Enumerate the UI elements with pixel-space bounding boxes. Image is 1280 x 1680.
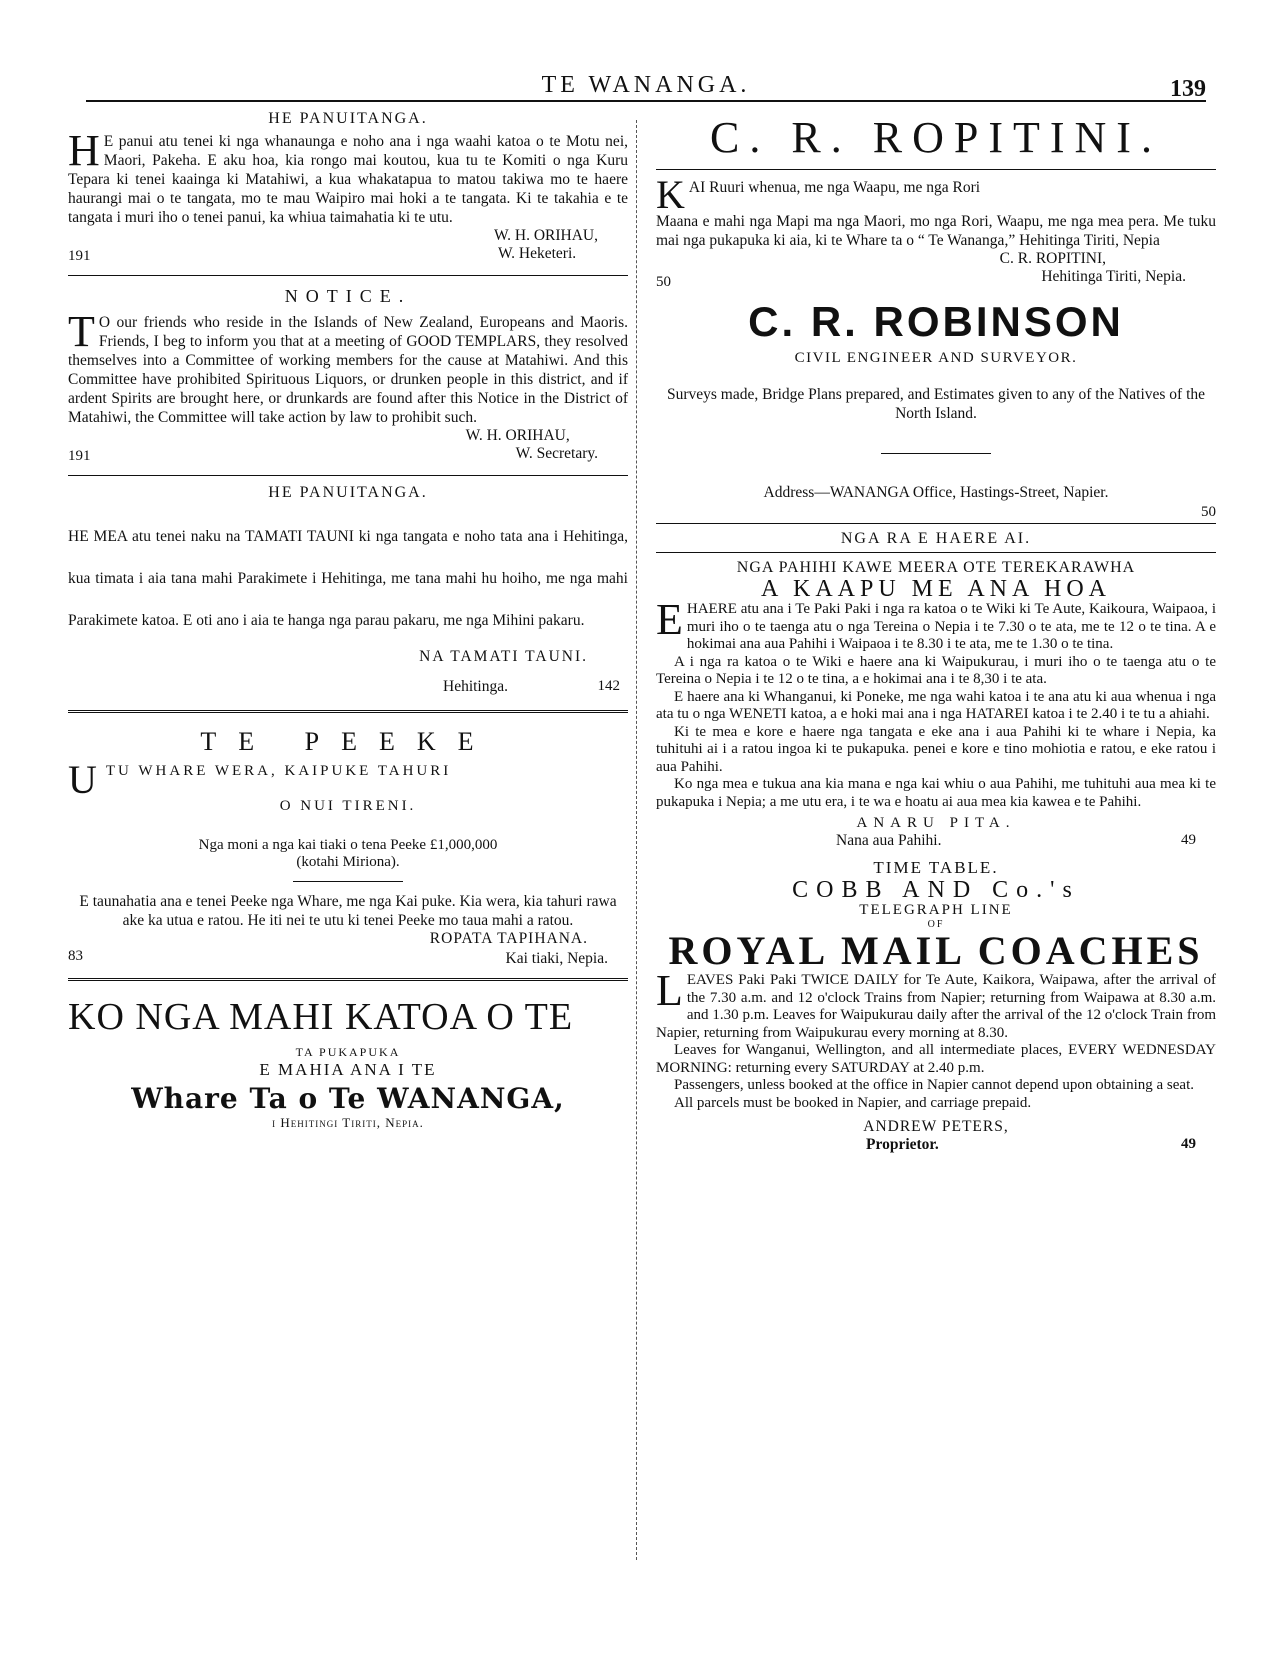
section-rule: [68, 710, 628, 713]
drop-cap: L: [656, 966, 683, 1015]
short-rule: [881, 453, 991, 454]
section-heading: HE PANUITANGA.: [268, 110, 428, 127]
signer-name: ROPATA TAPIHANA.: [429, 930, 588, 947]
header-rule: [86, 100, 1206, 102]
of-label: OF: [927, 919, 945, 930]
drop-cap: H: [68, 528, 80, 545]
ad-number: 191: [68, 448, 91, 464]
printing-address: i Hehitingi Tiriti, Nepia.: [272, 1115, 424, 1130]
cobb-para-3: Passengers, unless booked at the office in Napier cannot depend upon obtaining a seat.: [674, 1077, 1194, 1093]
signer-name: ANARU PITA.: [856, 815, 1016, 831]
signer-name: C. R. ROPITINI,: [999, 250, 1106, 267]
place-name: Hehitinga.: [443, 678, 508, 695]
section-rule: [656, 552, 1216, 553]
signer-name: NA TAMATI TAUNI.: [419, 648, 588, 665]
notice-body: T O our friends who reside in the Islands of New Zealand, Europeans and Maoris. Friends, I beg to inform you that at a meeting of GOOD TEMPLARS, they resolved themselves into a Committee of working members for the cause at Matahiwi. And this Committee have prohibited Spirituous Liquors, or drunken people in this district, and if ardent Spirits are brought here, or drunkards are found after this Notice in the District of Matahiwi, the Committee will take action by law to prohibit such.: [68, 307, 628, 426]
left-column: [68, 104, 628, 1131]
section-rule: [656, 169, 1216, 170]
ad-number: 49: [1181, 1136, 1196, 1152]
te-peeke-ad: [68, 727, 628, 970]
section-rule: [656, 523, 1216, 524]
peeke-capital: Nga moni a nga kai tiaki o tena Peeke £1,000,000: [198, 837, 498, 853]
peeke-line-1: UTU WHARE WERA, KAIPUKE TAHURI: [68, 757, 452, 802]
section-heading: NOTICE.: [284, 286, 412, 306]
section-heading: HE PANUITANGA.: [268, 484, 428, 501]
panuitanga-notice-2: [68, 484, 628, 702]
ad-number: 191: [68, 248, 91, 264]
robinson-address: Address—WANANGA Office, Hastings-Street, Napier.: [763, 484, 1109, 501]
ropitini-line: KAI Ruuri whenua, me nga Waapu, me nga Rori: [656, 172, 981, 217]
nga-ra-sub-2: A KAAPU ME ANA HOA: [760, 576, 1112, 602]
section-heading: C. R. ROPITINI.: [710, 113, 1162, 162]
nga-ra-para-4: Ki te mea e kore e haere nga tangata e eke ana i aua Pahihi ki te whare i Nepia, ka tuhituhi ai i a ratou ingoa ki te pukapuka. penei e kore e tino mohiotia e ratou, e eke ratou i aua Pahihi.: [656, 723, 1216, 775]
notice-body: HE MEA atu tenei naku na TAMATI TAUNI ki nga tangata e noho tata ana i Hehitinga, kua timata i aia tana mahi Parakimete i Hehitinga, me tana mahi hu hoiho, me nga mahi Parakimete katoa. E oti ano i aia te hanga nga parau pakaru, me nga Mihini pakaru.: [68, 528, 628, 629]
signature-block: [68, 227, 628, 267]
time-table-heading: TIME TABLE.: [873, 858, 999, 877]
cobb-heading: COBB AND Co.'s: [792, 877, 1080, 903]
ad-number: 50: [656, 274, 671, 290]
ad-number: 83: [68, 948, 83, 964]
peeke-capital-words: (kotahi Miriona).: [296, 854, 400, 870]
ad-number: 142: [597, 678, 620, 694]
peeke-body: E taunahatia ana e tenei Peeke nga Whare, me nga Kai puke. Kia wera, kia tahuri rawa ake ka utua e ratou. He iti nei te utu ki tenei Peeke mo taua mahi a ratou.: [79, 893, 617, 929]
robinson-profession: CIVIL ENGINEER AND SURVEYOR.: [794, 350, 1078, 366]
page-title: TE WANANGA.: [541, 72, 751, 98]
telegraph-line: TELEGRAPH LINE: [859, 902, 1013, 918]
signer-role: Proprietor.: [866, 1136, 939, 1153]
section-rule: [68, 275, 628, 276]
notice-body: H E panui atu tenei ki nga whanaunga e noho ana i nga waahi katoa o te Motu nei, Maori, Pakeha. E aku hoa, kia rongo mai koutou, kua tu te Komiti o nga Kuru Tepara ki tenei kaainga ki Matahiwi, a kua whakatapua to matou takiwa mo te haere haurangi mai o te tangata, mo te mau Waipiro mai hoki a te tangata. Ki te takahia e te tangata i muri iho o tenei panui, ka whiua taimahatia ki te utu.: [68, 126, 628, 226]
nga-ra-para-2: A i nga ra katoa o te Wiki e haere ana ki Waipukurau, i muri iho o te taenga atu o te Tereina o Nepia i te 12 o te tina, a e hokimai ana i te 8,30 i te ata.: [656, 653, 1216, 687]
printing-sub-1: TA PUKAPUKA: [295, 1045, 401, 1059]
nga-ra-para-1: EHAERE atu ana i Te Paki Paki i nga ra katoa o te Wiki ki Te Aute, Kaikoura, Waipaoa, i muri iho o te taenga atu o nga Tereina o Nepia i te 7.30 o te ata, me te 12 o te tina. A e hokimai ana aua Pahihi i Waipaoa i te 8.30 i te ata, me te 1.30 o te tina.: [656, 595, 1216, 652]
signer-name: ANDREW PETERS,: [863, 1118, 1009, 1135]
section-rule: [68, 475, 628, 476]
ropitini-ad: [656, 112, 1216, 292]
cobb-para-4: All parcels must be booked in Napier, and carriage prepaid.: [674, 1094, 1032, 1111]
section-heading: TE PEEKE: [200, 727, 496, 756]
signer-name: W. H. ORIHAU,: [465, 427, 570, 444]
ropitini-body: Maana e mahi nga Mapi ma nga Maori, mo nga Rori, Waapu, me nga mea pera. Me tuku mai nga pukapuka ki aia, ki te Whare ta o “ Te Wananga,” Hehitinga Tiriti, Nepia: [656, 213, 1216, 249]
drop-cap: K: [656, 172, 685, 217]
signer-role: Nana aua Pahihi.: [836, 832, 942, 849]
column-divider: [636, 120, 637, 1560]
page-number: 139: [1170, 76, 1206, 102]
signer-title: W. Secretary.: [515, 445, 598, 462]
printing-office-name: Whare Ta o Te WANANGA,: [131, 1082, 565, 1115]
panuitanga-notice-1: [68, 110, 628, 267]
signer-name: W. H. ORIHAU,: [493, 227, 598, 244]
right-column: [656, 104, 1216, 1156]
robinson-ad: [656, 298, 1216, 521]
robinson-body: Surveys made, Bridge Plans prepared, and Estimates given to any of the Natives of the North Island.: [666, 386, 1206, 422]
royal-mail-heading: ROYAL MAIL COACHES: [668, 928, 1204, 973]
nga-ra-para-5: Ko nga mea e tukua ana kia mana e nga kai whiu o aua Pahihi, me tuhituhi aua mea ki te pukapuka i Nepia; a me utu era, i te wa e hoatu ai aua mea kia kawea e te Pahihi.: [656, 776, 1216, 810]
drop-cap: H: [68, 126, 100, 175]
section-heading: NGA RA E HAERE AI.: [840, 530, 1032, 547]
printing-office-ad: [68, 995, 628, 1131]
cobb-and-co-ad: [656, 858, 1216, 1156]
signer-title: W. Heketeri.: [497, 245, 577, 262]
peeke-line-2: O NUI TIRENI.: [279, 798, 417, 814]
printing-sub-2: E MAHIA ANA I TE: [259, 1060, 437, 1079]
short-rule: [293, 881, 403, 882]
signature-block: [68, 427, 628, 467]
nga-ra-para-3: E haere ana ki Whanganui, ki Poneke, me nga wahi katoa i te ana atu ki aua whenua i nga ata tu o nga WENETI katoa, a e hoki mai ana i nga HATAREI katoa i te 2.40 i te tu a ahiahi.: [656, 688, 1216, 722]
nga-ra-sub-1: NGA PAHIHI KAWE MEERA OTE TEREKARAWHA: [736, 559, 1136, 576]
ad-number: 49: [1181, 832, 1196, 848]
cobb-para-2: Leaves for Wanganui, Wellington, and all intermediate places, EVERY WEDNESDAY MORNING: returning every SATURDAY at 2.40 p.m.: [656, 1042, 1216, 1076]
section-rule: [68, 978, 628, 981]
drop-cap: U: [68, 757, 100, 802]
signer-address: Hehitinga Tiriti, Nepia.: [1041, 268, 1186, 285]
notice-english: [68, 286, 628, 467]
masthead: [86, 72, 1206, 102]
ad-number: 50: [1201, 504, 1216, 520]
section-heading: C. R. ROBINSON: [748, 298, 1124, 345]
nga-ra-ad: [656, 530, 1216, 852]
drop-cap: E: [656, 595, 683, 644]
drop-cap: T: [68, 307, 95, 356]
printing-headline: KO NGA MAHI KATOA O TE: [68, 996, 574, 1038]
signer-role: Kai tiaki, Nepia.: [505, 950, 608, 967]
cobb-para-1: LEAVES Paki Paki TWICE DAILY for Te Aute, Kaikora, Waipawa, after the arrival of the 7.30 a.m. and 12 o'clock Trains from Napier; returning from Waipawa at 8.30 a.m. and 1.30 p.m. Leaves for Waipukurau daily after the arrival of the 12 o'clock Train from Napier, returning from Waipukurau every morning at 8.30.: [656, 966, 1216, 1041]
